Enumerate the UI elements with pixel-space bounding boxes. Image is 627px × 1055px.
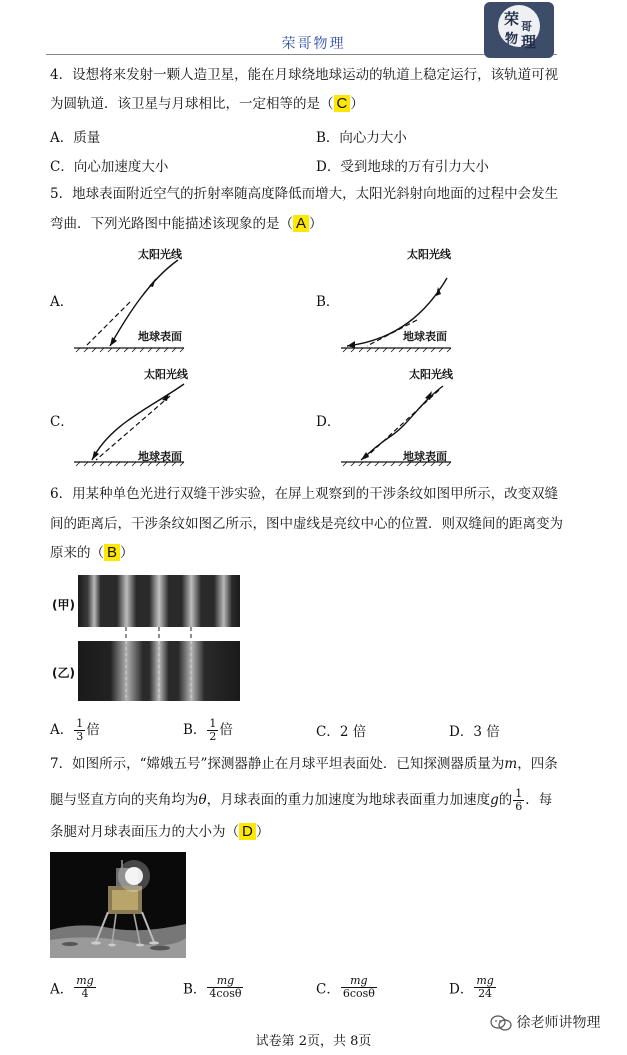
q7-line2: 腿与竖直方向的夹角均为θ，月球表面的重力加速度为地球表面重力加速度g的 $\frac{1}{6}$ ．每: [50, 787, 553, 813]
lander-photo: [50, 852, 186, 958]
diagram-a-svg: [70, 242, 190, 354]
q7-line3: 条腿对月球表面压力的大小为（ D ）: [50, 823, 270, 840]
ground-label: 地球表面: [403, 330, 447, 343]
diagram-d-svg: [337, 362, 457, 474]
header-title: 荣哥物理: [281, 36, 346, 52]
q4-answer: C: [334, 95, 351, 112]
q6-answer: B: [104, 544, 120, 561]
logo-char-1: 荣: [504, 10, 520, 28]
q6-option-a: A． $\frac{1}{3}$ 倍: [50, 717, 100, 743]
diagram-c-svg: [70, 362, 190, 474]
logo-char-4: 理: [521, 33, 537, 51]
page-footer: 试卷第 2页，共 8页: [255, 1034, 372, 1049]
ground-label: 地球表面: [138, 330, 182, 343]
q5-diagram-d: [337, 362, 457, 474]
q6-option-b: B． $\frac{1}{2}$ 倍: [183, 717, 233, 743]
fringe-figure: [78, 575, 240, 703]
q5-diagram-c: [70, 362, 190, 474]
q6-option-c: C．2 倍: [316, 724, 367, 740]
q4-option-a: A．质量: [50, 130, 101, 146]
lander-photo-svg: [50, 852, 186, 958]
watermark-text: 徐老师讲物理: [516, 1015, 601, 1031]
q4-option-c: C．向心加速度大小: [50, 159, 169, 175]
q6-line1: 6．用某种单色光进行双缝干涉实验，在屏上观察到的干涉条纹如图甲所示，改变双缝: [50, 486, 559, 502]
q6-line3: 原来的（ B ）: [50, 544, 134, 561]
q5-option-a: A．: [50, 294, 74, 310]
header-rule: [46, 54, 557, 55]
q4-line2: 为圆轨道．该卫星与月球相比，一定相等的是（ C ）: [50, 95, 364, 112]
q7-option-a: A． $\frac{mg}{4}$: [50, 974, 94, 1000]
q5-diagram-b: [337, 242, 457, 354]
q6-line2: 间的距离后，干涉条纹如图乙所示，图中虚线是亮纹中心的位置．则双缝间的距离变为: [50, 516, 563, 532]
q4-line1: 4．设想将来发射一颗人造卫星，能在月球绕地球运动的轨道上稳定运行，该轨道可视: [50, 67, 559, 83]
ground-label: 地球表面: [403, 450, 447, 463]
q5-line2: 弯曲．下列光路图中能描述该现象的是（ A ）: [50, 215, 323, 232]
q7-answer: D: [239, 823, 256, 840]
q7-option-c: C． $\frac{mg}{6\cos\theta}$: [316, 974, 375, 1000]
q5-option-b: B．: [316, 294, 340, 310]
sun-label: 太阳光线: [144, 368, 188, 381]
sun-label: 太阳光线: [138, 248, 182, 261]
ground-label: 地球表面: [138, 450, 182, 463]
sun-label: 太阳光线: [407, 248, 451, 261]
q4-option-b: B．向心力大小: [316, 130, 407, 146]
q5-diagram-a: [70, 242, 190, 354]
q5-line1: 5．地球表面附近空气的折射率随高度降低而增大，太阳光斜射向地面的过程中会发生: [50, 186, 559, 202]
wechat-icon: [490, 1014, 512, 1032]
q5-option-c: C．: [50, 414, 74, 430]
q4-option-d: D．受到地球的万有引力大小: [316, 159, 489, 175]
fig-label-yi: (乙): [52, 666, 75, 680]
fringe-svg: [78, 575, 240, 703]
q5-answer: A: [293, 215, 309, 232]
logo-char-3: 物: [505, 32, 519, 47]
logo-char-2: 哥: [521, 20, 532, 33]
logo: [484, 2, 554, 58]
q6-option-d: D．3 倍: [449, 724, 500, 740]
q7-line1: 7．如图所示，“嫦娥五号”探测器静止在月球平坦表面处．已知探测器质量为m，四条: [50, 756, 558, 772]
sun-label: 太阳光线: [409, 368, 453, 381]
q5-option-d: D．: [316, 414, 341, 430]
q7-option-d: D． $\frac{mg}{24}$: [449, 974, 494, 1000]
fig-label-jia: (甲): [52, 598, 75, 612]
watermark: [490, 1012, 600, 1032]
q7-option-b: B． $\frac{mg}{4\cos\theta}$: [183, 974, 242, 1000]
diagram-b-svg: [337, 242, 457, 354]
